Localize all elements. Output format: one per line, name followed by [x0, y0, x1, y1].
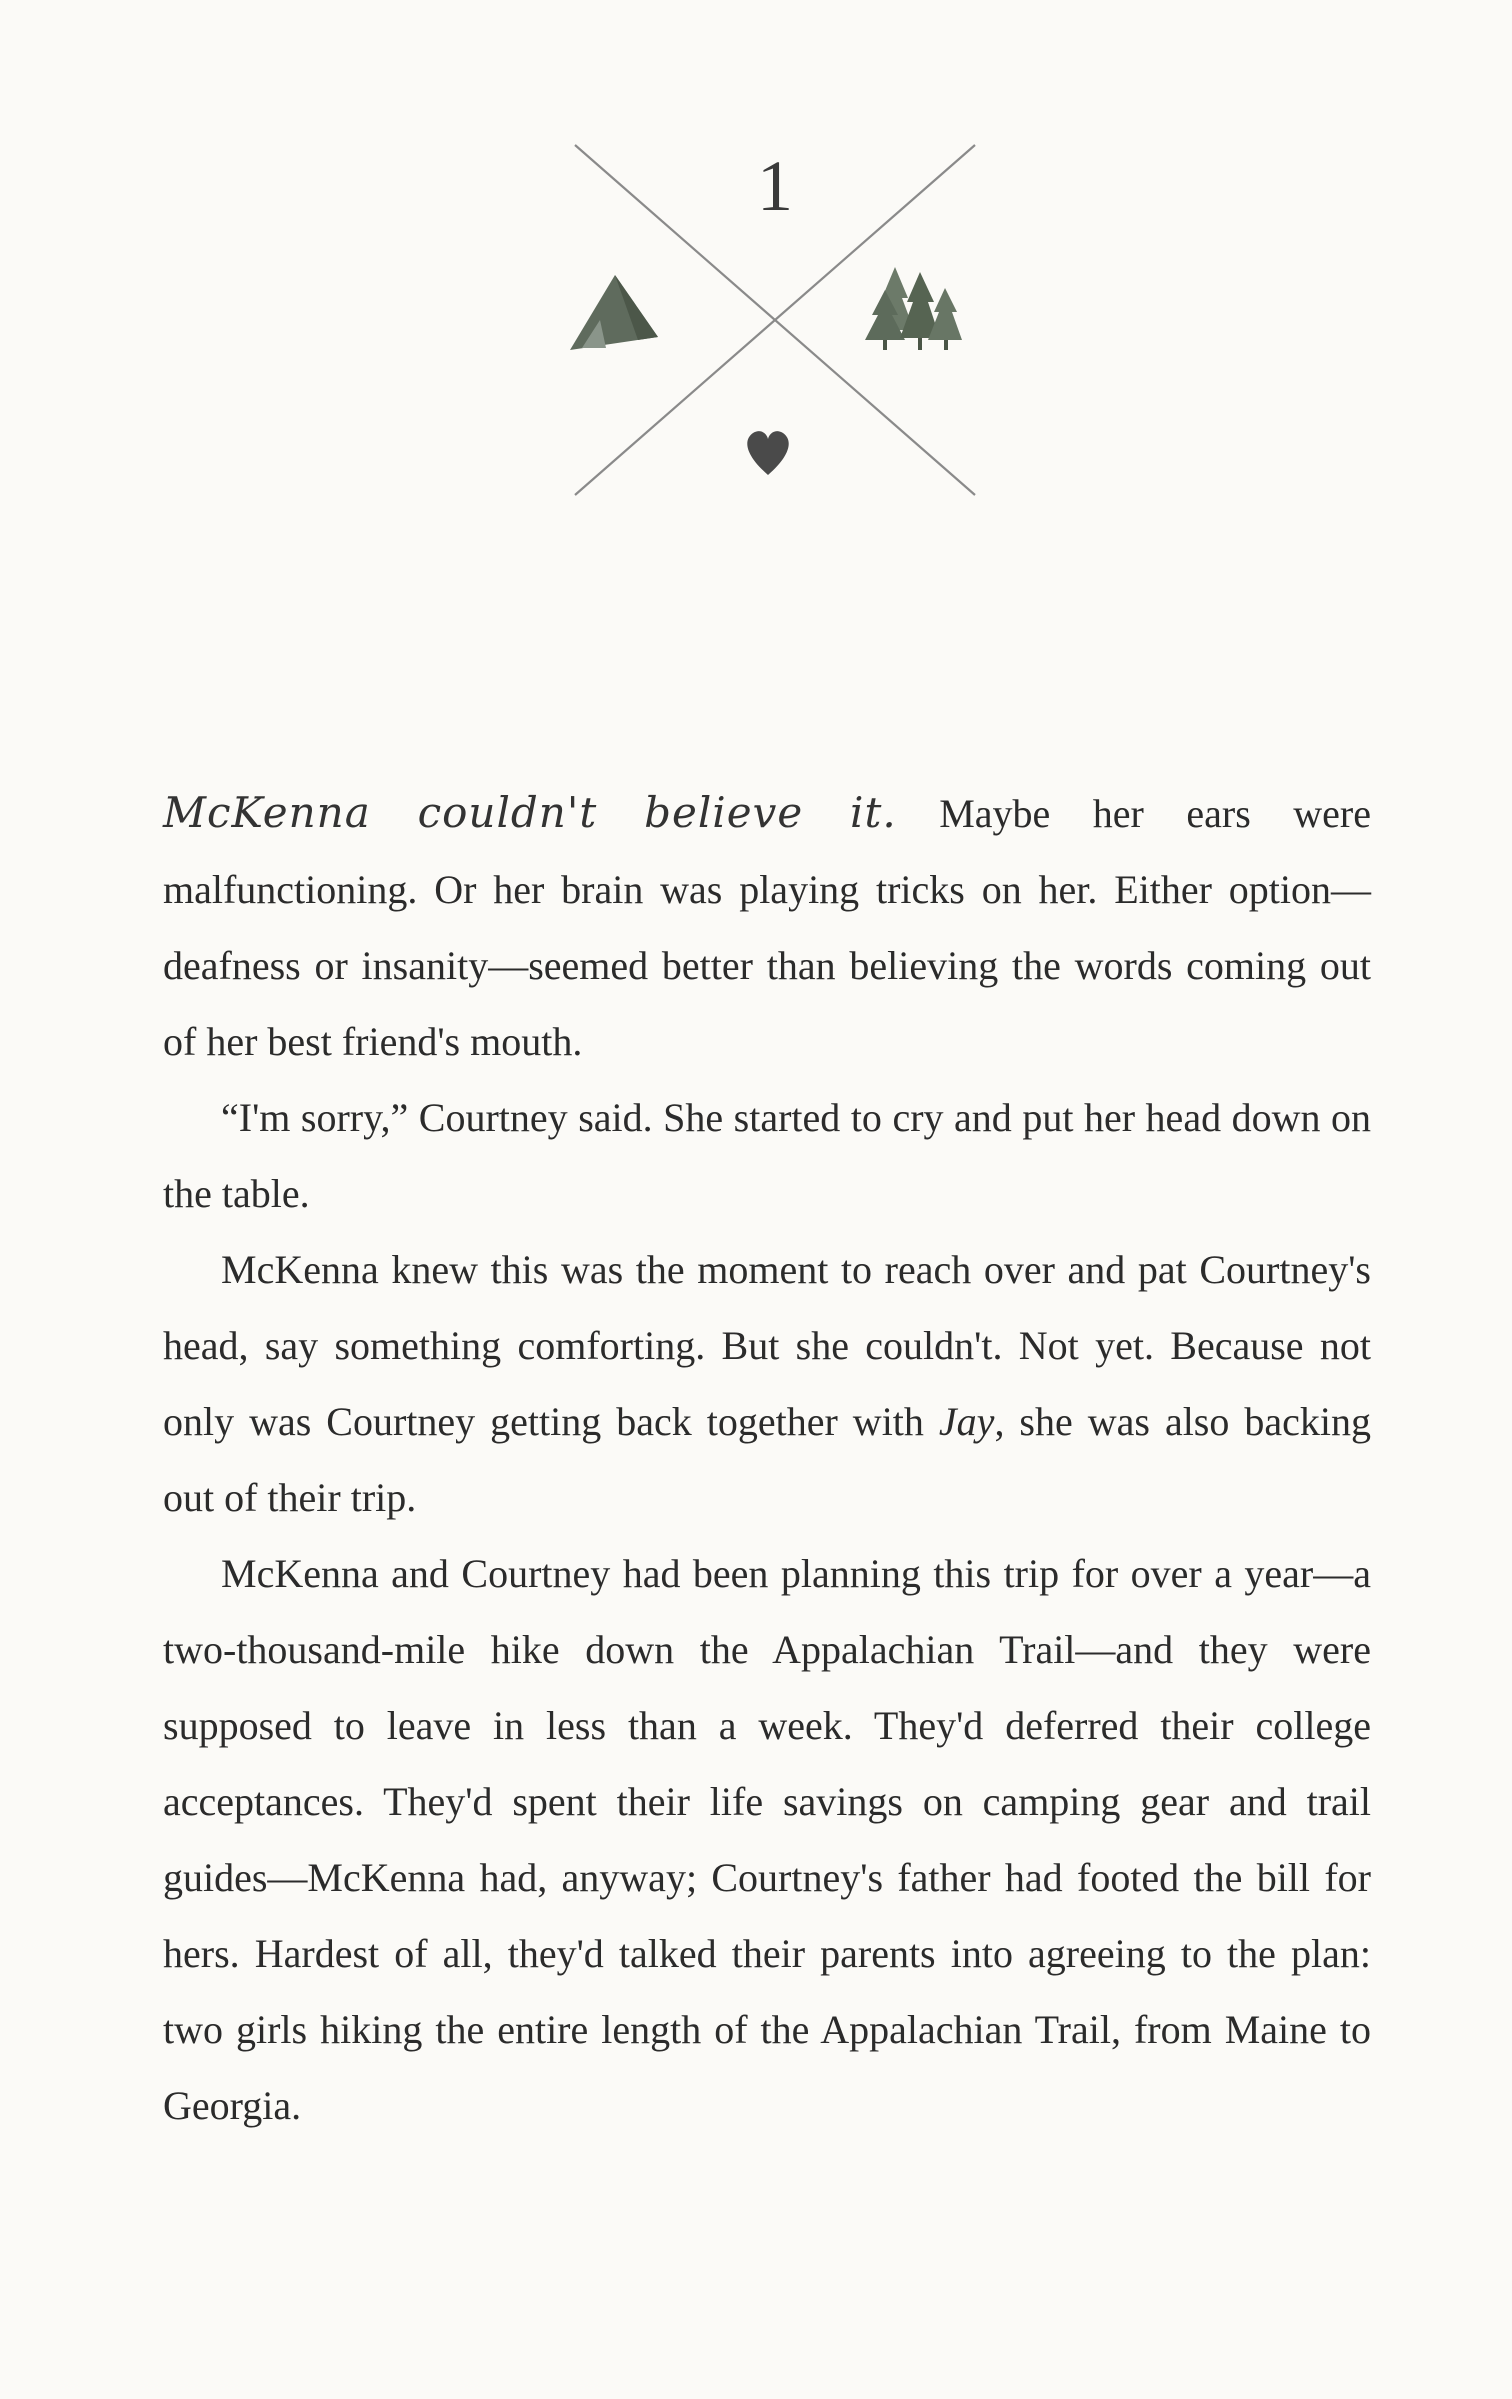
paragraph-3-italic-name: Jay	[938, 1399, 995, 1444]
heart-icon	[747, 431, 788, 475]
chapter-body	[163, 775, 1371, 2144]
chapter-number: 1	[757, 146, 793, 226]
paragraph-1	[163, 775, 1371, 1080]
paragraph-4: McKenna and Courtney had been planning this trip for over a year—a two-thousand-mile hike down the Appalachian Trail—and they were supposed to leave in less than a week. They'd deferred their college acceptances. They'd spent their life savings on camping gear and trail guides—McKenna had, anyway; Courtney's father had footed the bill for hers. Hardest of all, they'd talked their parents into agreeing to the plan: two girls hiking the entire length of the Appalachian Trail, from Maine to Georgia.	[163, 1551, 1371, 2128]
paragraph-2: “I'm sorry,” Courtney said. She started to cry and put her head down on the table.	[163, 1095, 1371, 1216]
paragraph-3	[163, 1232, 1371, 1536]
script-lead-text: McKenna couldn't believe it.	[163, 788, 897, 837]
pine-trees-icon	[865, 267, 962, 350]
paragraph-3-text-after: , she was also backing out of their trip.	[163, 1399, 1371, 1520]
paragraph-3-text: McKenna knew this was the moment to reach over and pat Courtney's head, say something comforting. But she couldn't. Not yet. Because not only was Courtney getting back together with	[163, 1247, 1371, 1444]
tent-icon	[570, 275, 658, 350]
paragraph-1-text: Maybe her ears were malfunctioning. Or her brain was playing tricks on her. Either option—deafness or insanity—seemed better than believing the words coming out of her best friend's mouth.	[163, 791, 1371, 1064]
